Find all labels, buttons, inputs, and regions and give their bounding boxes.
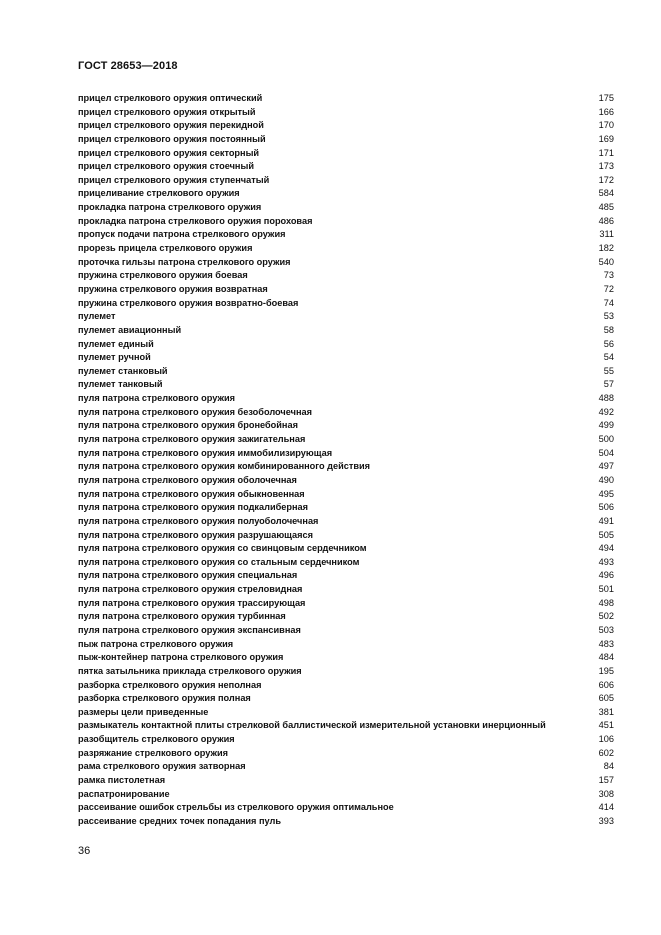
page-number: 36 <box>78 845 91 857</box>
index-term: пулемет танковый <box>78 379 163 390</box>
index-term: пуля патрона стрелкового оружия обыкновенная <box>78 488 305 499</box>
index-page-number: 496 <box>598 570 614 581</box>
index-entry <box>78 610 614 624</box>
index-term: пуля патрона стрелкового оружия подкалиберная <box>78 502 309 513</box>
index-page-number: 606 <box>598 679 614 690</box>
index-term: прокладка патрона стрелкового оружия <box>78 202 262 213</box>
index-entry <box>78 774 614 788</box>
index-term: прицел стрелкового оружия постоянный <box>78 133 266 144</box>
index-page-number: 505 <box>598 529 614 540</box>
index-term: пулемет <box>78 311 116 322</box>
index-page-number: 182 <box>598 243 614 254</box>
index-page-number: 173 <box>598 161 614 172</box>
index-page-number: 584 <box>598 188 614 199</box>
index-term: распатронирование <box>78 788 170 799</box>
index-entry <box>78 283 614 297</box>
index-entry <box>78 515 614 529</box>
index-entry <box>78 624 614 638</box>
index-term: прицеливание стрелкового оружия <box>78 188 240 199</box>
index-page-number: 381 <box>598 706 614 717</box>
index-term: пружина стрелкового оружия возвратная <box>78 283 268 294</box>
index-page-number: 451 <box>598 720 614 731</box>
index-entry <box>78 242 614 256</box>
index-entry <box>78 488 614 502</box>
index-entry <box>78 583 614 597</box>
index-page-number: 483 <box>598 638 614 649</box>
index-term: пуля патрона стрелкового оружия комбинированного действия <box>78 461 371 472</box>
index-term: пуля патрона стрелкового оружия трассирующая <box>78 597 306 608</box>
index-term: пыж патрона стрелкового оружия <box>78 638 234 649</box>
index-term: размеры цели приведенные <box>78 706 209 717</box>
document-header: ГОСТ 28653—2018 <box>78 60 178 72</box>
index-page-number: 172 <box>598 174 614 185</box>
index-entry <box>78 638 614 652</box>
index-page-number: 494 <box>598 543 614 554</box>
index-entry <box>78 433 614 447</box>
index-entry <box>78 160 614 174</box>
index-entry <box>78 529 614 543</box>
index-entry <box>78 297 614 311</box>
index-page-number: 72 <box>603 283 614 294</box>
index-entry <box>78 419 614 433</box>
index-page-number: 53 <box>603 311 614 322</box>
index-term: пулемет станковый <box>78 365 168 376</box>
index-page-number: 500 <box>598 434 614 445</box>
index-term: прокладка патрона стрелкового оружия пороховая <box>78 215 313 226</box>
index-page-number: 55 <box>603 365 614 376</box>
index-term: проточка гильзы патрона стрелкового оружия <box>78 256 291 267</box>
index-term: пуля патрона стрелкового оружия со стальным сердечником <box>78 556 360 567</box>
index-entry <box>78 542 614 556</box>
index-term: прицел стрелкового оружия открытый <box>78 106 256 117</box>
index-entry <box>78 256 614 270</box>
index-entry <box>78 665 614 679</box>
index-page-number: 488 <box>598 393 614 404</box>
index-term: рама стрелкового оружия затворная <box>78 761 246 772</box>
index-term: пулемет единый <box>78 338 154 349</box>
index-entry <box>78 215 614 229</box>
index-entry <box>78 406 614 420</box>
index-page-number: 605 <box>598 693 614 704</box>
index-entry <box>78 501 614 515</box>
index-page-number: 414 <box>598 802 614 813</box>
index-entry <box>78 760 614 774</box>
index-entry <box>78 651 614 665</box>
index-term: пуля патрона стрелкового оружия полуоболочечная <box>78 515 319 526</box>
index-page-number: 195 <box>598 665 614 676</box>
index-entry <box>78 201 614 215</box>
index-entry <box>78 338 614 352</box>
index-page-number: 58 <box>603 324 614 335</box>
index-entry <box>78 133 614 147</box>
index-page-number: 506 <box>598 502 614 513</box>
index-entry <box>78 119 614 133</box>
index-term: пуля патрона стрелкового оружия бронебойная <box>78 420 298 431</box>
index-entry <box>78 679 614 693</box>
index-term: пуля патрона стрелкового оружия турбинная <box>78 611 286 622</box>
index-term: пуля патрона стрелкового оружия экспансивная <box>78 624 301 635</box>
index-term: пуля патрона стрелкового оружия оболочечная <box>78 474 297 485</box>
index-entry <box>78 174 614 188</box>
index-page-number: 170 <box>598 120 614 131</box>
index-term: пуля патрона стрелкового оружия специальная <box>78 570 298 581</box>
index-page-number: 74 <box>603 297 614 308</box>
index-term: прорезь прицела стрелкового оружия <box>78 243 253 254</box>
index-entry <box>78 460 614 474</box>
index-entry <box>78 788 614 802</box>
index-entry <box>78 706 614 720</box>
index-term: пулемет ручной <box>78 352 151 363</box>
index-page-number: 486 <box>598 215 614 226</box>
index-page-number: 166 <box>598 106 614 117</box>
index-term: прицел стрелкового оружия перекидной <box>78 120 264 131</box>
index-page-number: 499 <box>598 420 614 431</box>
index-entry <box>78 378 614 392</box>
index-page-number: 311 <box>599 229 614 240</box>
index-term: рассеивание ошибок стрельбы из стрелкового оружия оптимальное <box>78 802 394 813</box>
index-term: пуля патрона стрелкового оружия иммобилизирующая <box>78 447 333 458</box>
index-entry <box>78 801 614 815</box>
index-page-number: 175 <box>598 93 614 103</box>
index-entry <box>78 187 614 201</box>
index-page-number: 602 <box>598 747 614 758</box>
index-page-number: 497 <box>598 461 614 472</box>
index-entry <box>78 92 614 106</box>
index-entry <box>78 228 614 242</box>
index-page-number: 501 <box>598 584 614 595</box>
index-page-number: 54 <box>603 352 614 363</box>
index-entry <box>78 310 614 324</box>
index-page-number: 157 <box>598 775 614 786</box>
index-entry <box>78 351 614 365</box>
index-entry <box>78 569 614 583</box>
index-entry <box>78 556 614 570</box>
index-page-number: 73 <box>603 270 614 281</box>
index-entry <box>78 447 614 461</box>
index-entry <box>78 597 614 611</box>
index-term: пуля патрона стрелкового оружия безоболочечная <box>78 406 313 417</box>
index-term: пыж-контейнер патрона стрелкового оружия <box>78 652 284 663</box>
index-page-number: 491 <box>598 515 614 526</box>
index-term: пуля патрона стрелкового оружия разрушающаяся <box>78 529 313 540</box>
index-page-number: 493 <box>598 556 614 567</box>
index-page-number: 308 <box>598 788 614 799</box>
index-page-number: 495 <box>598 488 614 499</box>
index-page-number: 84 <box>603 761 614 772</box>
index-term: прицел стрелкового оружия стоечный <box>78 161 254 172</box>
index-page-number: 106 <box>598 734 614 745</box>
index-entry <box>78 815 614 829</box>
index-page-number: 492 <box>598 406 614 417</box>
index-entry <box>78 324 614 338</box>
index-page-number: 540 <box>598 256 614 267</box>
index-entry <box>78 474 614 488</box>
index-entry <box>78 269 614 283</box>
index-term: пулемет авиационный <box>78 324 182 335</box>
index-entry <box>78 392 614 406</box>
index-term: рамка пистолетная <box>78 775 166 786</box>
index-term: рассеивание средних точек попадания пуль <box>78 815 281 826</box>
index-term: пуля патрона стрелкового оружия <box>78 393 235 404</box>
index-term: пружина стрелкового оружия боевая <box>78 270 248 281</box>
index-page-number: 56 <box>603 338 614 349</box>
index-term: разборка стрелкового оружия полная <box>78 693 251 704</box>
index-entry <box>78 692 614 706</box>
index-term: разряжание стрелкового оружия <box>78 747 228 758</box>
index-page-number: 498 <box>598 597 614 608</box>
index-term: прицел стрелкового оружия оптический <box>78 93 263 103</box>
index-term: пятка затыльника приклада стрелкового оружия <box>78 665 302 676</box>
index-term: пружина стрелкового оружия возвратно-боевая <box>78 297 299 308</box>
index-page-number: 171 <box>598 147 614 158</box>
index-term: пуля патрона стрелкового оружия стреловидная <box>78 584 303 595</box>
index-entry <box>78 106 614 120</box>
index-term: прицел стрелкового оружия секторный <box>78 147 260 158</box>
index-page-number: 490 <box>598 474 614 485</box>
index-entry <box>78 747 614 761</box>
index-term: разборка стрелкового оружия неполная <box>78 679 262 690</box>
index-entry <box>78 733 614 747</box>
index-page-number: 502 <box>598 611 614 622</box>
index-entry <box>78 147 614 161</box>
index-page-number: 504 <box>598 447 614 458</box>
index-term: разобщитель стрелкового оружия <box>78 734 235 745</box>
index-term: пропуск подачи патрона стрелкового оружия <box>78 229 286 240</box>
index-page-number: 485 <box>598 202 614 213</box>
index-page-number: 57 <box>603 379 614 390</box>
index-term: пуля патрона стрелкового оружия зажигательная <box>78 434 306 445</box>
index-term: размыкатель контактной плиты стрелковой баллистической измерительной установки инерционный <box>78 720 546 731</box>
index-entry <box>78 719 614 733</box>
index-page-number: 169 <box>598 133 614 144</box>
index-term: пуля патрона стрелкового оружия со свинцовым сердечником <box>78 543 367 554</box>
index-page-number: 484 <box>598 652 614 663</box>
index-page-number: 503 <box>598 624 614 635</box>
index-page-number: 393 <box>598 815 614 826</box>
index-term: прицел стрелкового оружия ступенчатый <box>78 174 270 185</box>
index-list <box>78 92 614 829</box>
index-entry <box>78 365 614 379</box>
